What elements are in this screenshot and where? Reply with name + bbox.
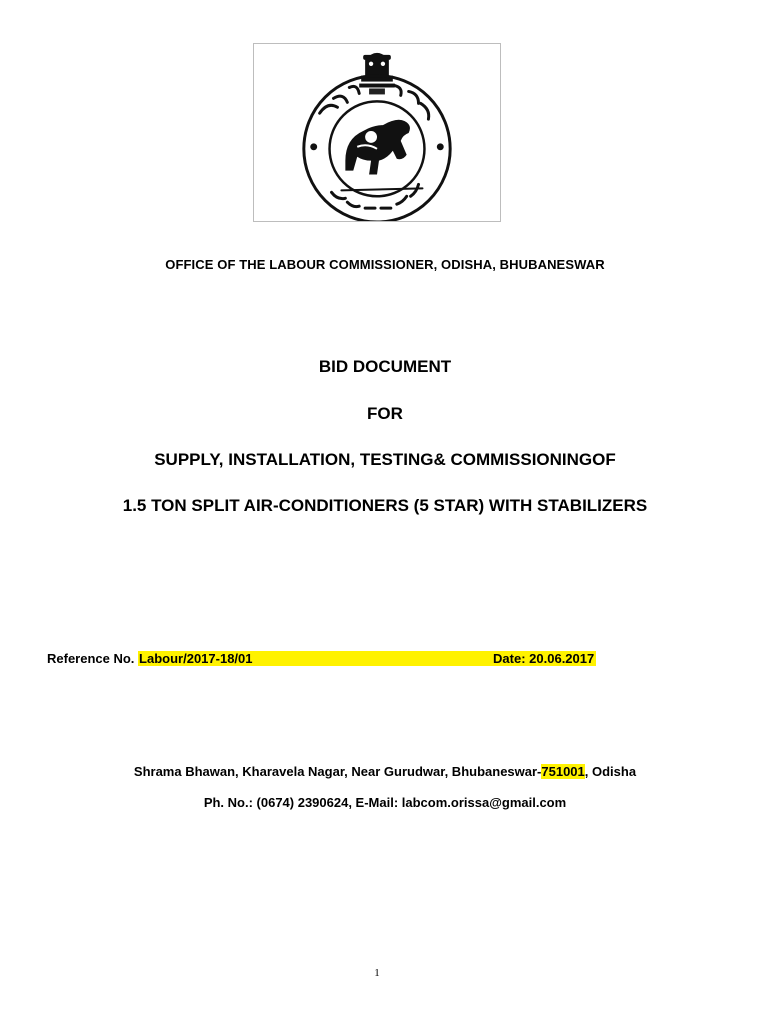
document-title-for: FOR <box>367 404 403 423</box>
reference-number-text: Labour/2017-18/01 <box>139 651 253 666</box>
emblem-graphic <box>254 44 500 221</box>
reference-date: Date: 20.06.2017 <box>493 651 595 666</box>
document-title: BID DOCUMENT <box>318 357 452 376</box>
reference-row <box>47 651 596 666</box>
reference-number <box>138 651 493 666</box>
document-subject-line: SUPPLY, INSTALLATION, TESTING& COMMISSIONINGOF <box>154 450 616 469</box>
lion-capital-icon <box>359 53 395 95</box>
document-item-line: 1.5 TON SPLIT AIR-CONDITIONERS (5 STAR) WITH STABILIZERS <box>122 496 648 515</box>
page-number: 1 <box>374 967 380 979</box>
address-prefix: Shrama Bhawan, Kharavela Nagar, Near Gurudwar, Bhubaneswar- <box>133 764 542 779</box>
office-heading: OFFICE OF THE LABOUR COMMISSIONER, ODISHA, BHUBANESWAR <box>165 257 605 272</box>
address-suffix: , Odisha <box>584 764 637 779</box>
odisha-government-emblem <box>253 43 501 222</box>
reference-label: Reference No. <box>47 651 135 666</box>
contact-line: Ph. No.: (0674) 2390624, E-Mail: labcom.orissa@gmail.com <box>203 795 567 810</box>
horse-rider-icon <box>345 120 410 175</box>
address-pin: 751001 <box>541 764 585 779</box>
office-address <box>0 764 770 779</box>
